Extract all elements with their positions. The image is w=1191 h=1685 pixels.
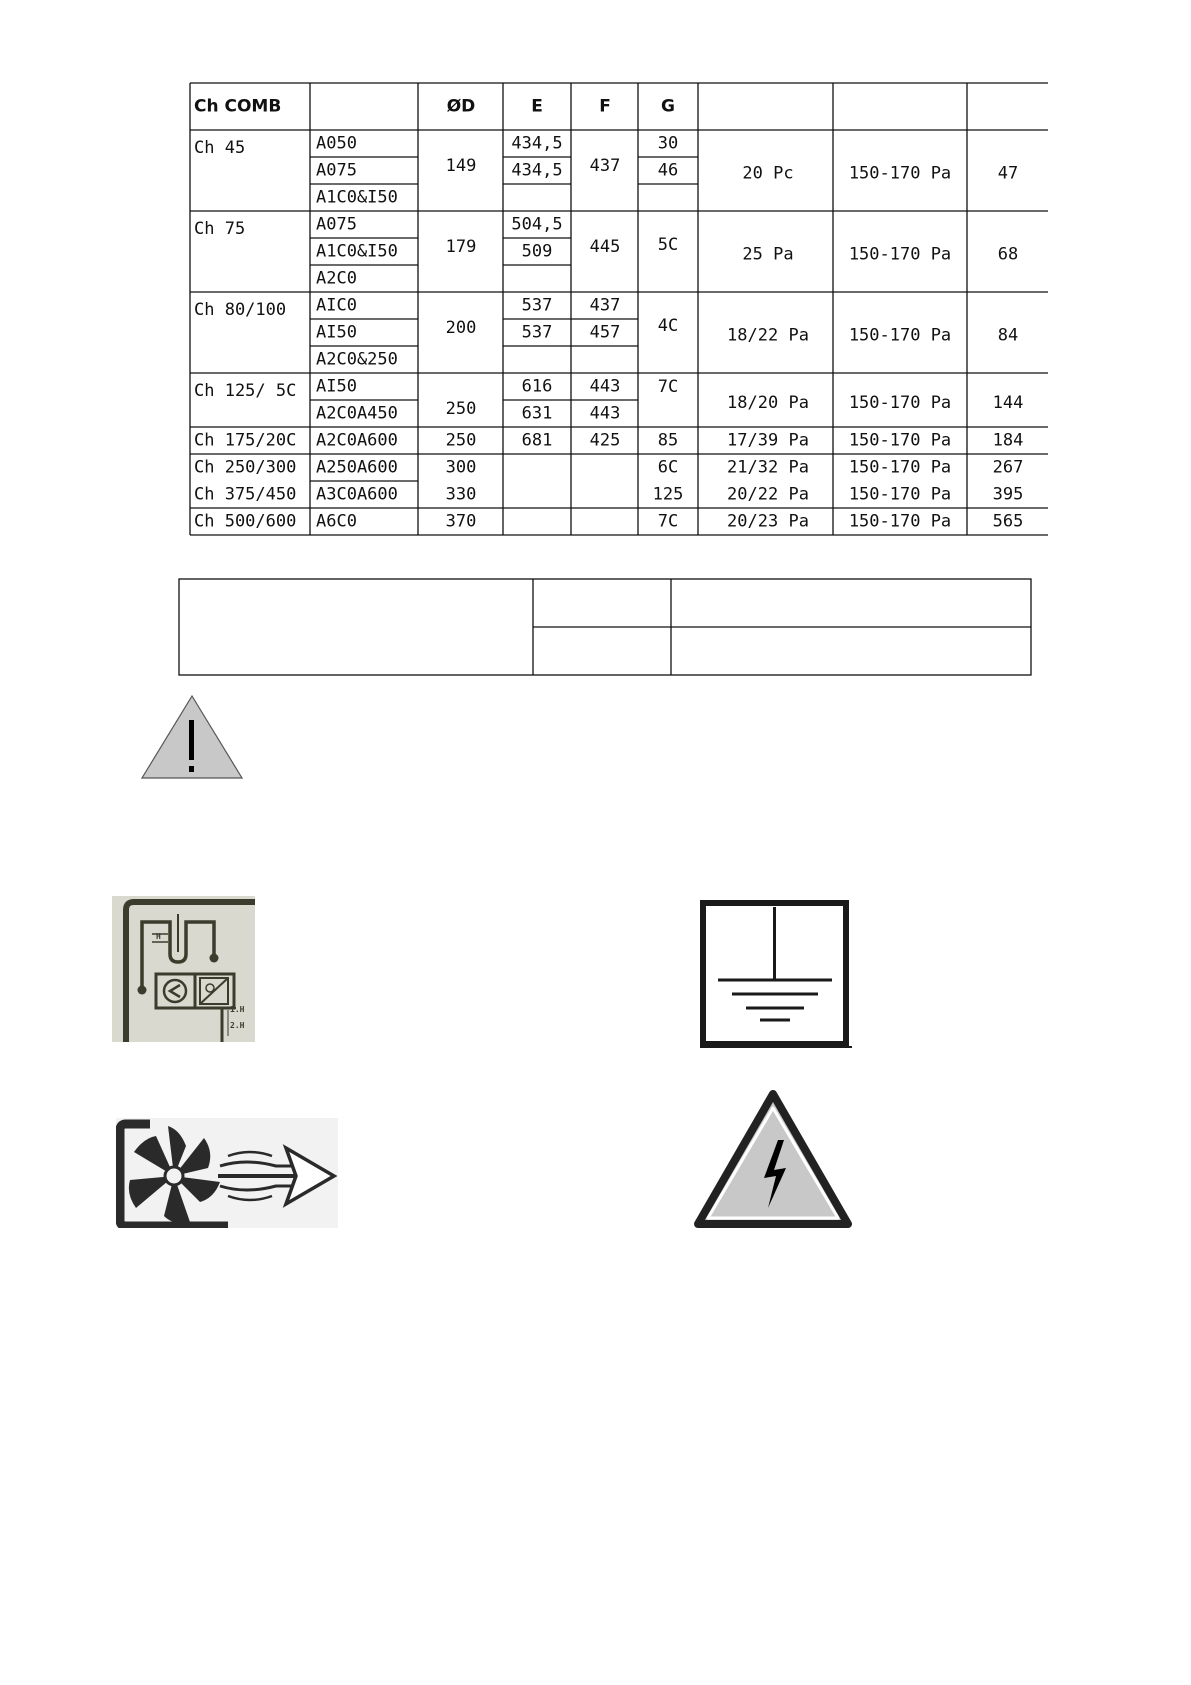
dimension-d: 330 — [445, 484, 477, 505]
dimension-d: 300 — [445, 457, 477, 478]
manometer-diagram-icon — [112, 896, 255, 1042]
spec-table — [0, 0, 1191, 560]
variant-code: A075 — [316, 160, 357, 181]
dimension-g: 30 — [657, 133, 679, 154]
ground-symbol-icon — [700, 900, 852, 1050]
dimension-d: 200 — [445, 318, 477, 338]
value-cell: 184 — [992, 430, 1024, 451]
pressure-value: 17/39 Pa — [727, 430, 809, 451]
dimension-e: 681 — [521, 430, 553, 451]
pressure-range: 150-170 Pa — [848, 244, 952, 265]
manometer-label-1h: 1.H — [230, 1005, 245, 1014]
value-cell: 144 — [992, 393, 1024, 413]
dimension-f: 437 — [589, 156, 621, 176]
variant-code: A3C0A600 — [316, 484, 398, 505]
dimension-g: 46 — [657, 160, 679, 181]
model-name: Ch 125/ 5C — [194, 381, 297, 401]
manometer-label-h: H — [156, 932, 161, 941]
warning-triangle-icon — [140, 694, 244, 780]
variant-code: A6C0 — [316, 511, 357, 532]
pressure-range: 150-170 Pa — [848, 430, 952, 451]
model-name: Ch 375/450 — [194, 484, 297, 505]
value-cell: 47 — [997, 163, 1019, 184]
variant-code: AI50 — [316, 376, 357, 397]
header-model: Ch COMB — [194, 96, 282, 117]
dimension-d: 250 — [445, 399, 477, 419]
dimension-g: 125 — [652, 484, 684, 505]
dimension-f: 445 — [589, 237, 621, 257]
dimension-d: 149 — [445, 156, 477, 176]
pressure-value: 20 Pc — [742, 163, 794, 184]
dimension-e: 434,5 — [511, 133, 563, 154]
pressure-value: 20/23 Pa — [727, 511, 809, 532]
pressure-range: 150-170 Pa — [848, 393, 952, 413]
dimension-f: 437 — [589, 295, 621, 316]
variant-code: AIC0 — [316, 295, 357, 316]
value-cell: 565 — [992, 511, 1024, 532]
variant-code: A1C0&I50 — [316, 241, 398, 262]
dimension-g: 6C — [657, 457, 679, 478]
dimension-f: 425 — [589, 430, 621, 451]
dimension-e: 434,5 — [511, 160, 563, 181]
dimension-g: 85 — [657, 430, 679, 451]
pressure-range: 150-170 Pa — [848, 457, 952, 478]
value-cell: 84 — [997, 325, 1019, 346]
model-name: Ch 250/300 — [194, 457, 297, 478]
value-cell: 395 — [992, 484, 1024, 505]
dimension-g: 5C — [657, 235, 679, 255]
dimension-d: 370 — [445, 511, 477, 532]
model-name: Ch 45 — [194, 138, 246, 158]
variant-code: A1C0&I50 — [316, 187, 398, 208]
model-name: Ch 80/100 — [194, 300, 287, 320]
dimension-e: 631 — [521, 403, 553, 424]
variant-code: A2C0 — [316, 268, 357, 289]
model-name: Ch 175/20C — [194, 430, 297, 451]
variant-code: A2C0A450 — [316, 403, 398, 424]
dimension-d: 179 — [445, 237, 477, 257]
variant-code: A075 — [316, 214, 357, 235]
variant-code: A2C0A600 — [316, 430, 398, 451]
header-f: F — [599, 96, 611, 117]
pressure-range: 150-170 Pa — [848, 325, 952, 346]
fan-airflow-icon — [116, 1118, 338, 1228]
variant-code: A050 — [316, 133, 357, 154]
dimension-e: 537 — [521, 295, 553, 316]
pressure-range: 150-170 Pa — [848, 511, 952, 532]
variant-code: AI50 — [316, 322, 357, 343]
pressure-value: 18/22 Pa — [727, 325, 809, 346]
header-e: E — [531, 96, 543, 117]
dimension-g: 7C — [657, 511, 679, 532]
dimension-e: 616 — [521, 376, 553, 397]
electric-hazard-icon — [694, 1090, 852, 1228]
value-cell: 68 — [997, 244, 1019, 265]
model-name: Ch 500/600 — [194, 511, 297, 532]
variant-code: A2C0&250 — [316, 349, 398, 370]
dimension-f: 443 — [589, 403, 621, 424]
pressure-range: 150-170 Pa — [848, 484, 952, 505]
pressure-range: 150-170 Pa — [848, 163, 952, 184]
dimension-e: 537 — [521, 322, 553, 343]
pressure-value: 21/32 Pa — [727, 457, 809, 478]
table-text — [194, 97, 1023, 532]
header-d: ØD — [446, 96, 476, 117]
dimension-g: 7C — [657, 377, 679, 397]
dimension-e: 504,5 — [511, 214, 563, 235]
value-cell: 267 — [992, 457, 1024, 478]
dimension-d: 250 — [445, 430, 477, 451]
pressure-value: 18/20 Pa — [727, 393, 809, 413]
blank-table — [178, 578, 1033, 678]
variant-code: A250A600 — [316, 457, 398, 478]
pressure-value: 20/22 Pa — [727, 484, 809, 505]
dimension-e: 509 — [521, 241, 553, 262]
dimension-g: 4C — [657, 316, 679, 336]
dimension-f: 457 — [589, 322, 621, 343]
model-name: Ch 75 — [194, 219, 246, 239]
pressure-value: 25 Pa — [742, 244, 794, 265]
manometer-label-2h: 2.H — [230, 1021, 245, 1030]
dimension-f: 443 — [589, 376, 621, 397]
header-g: G — [661, 96, 675, 117]
